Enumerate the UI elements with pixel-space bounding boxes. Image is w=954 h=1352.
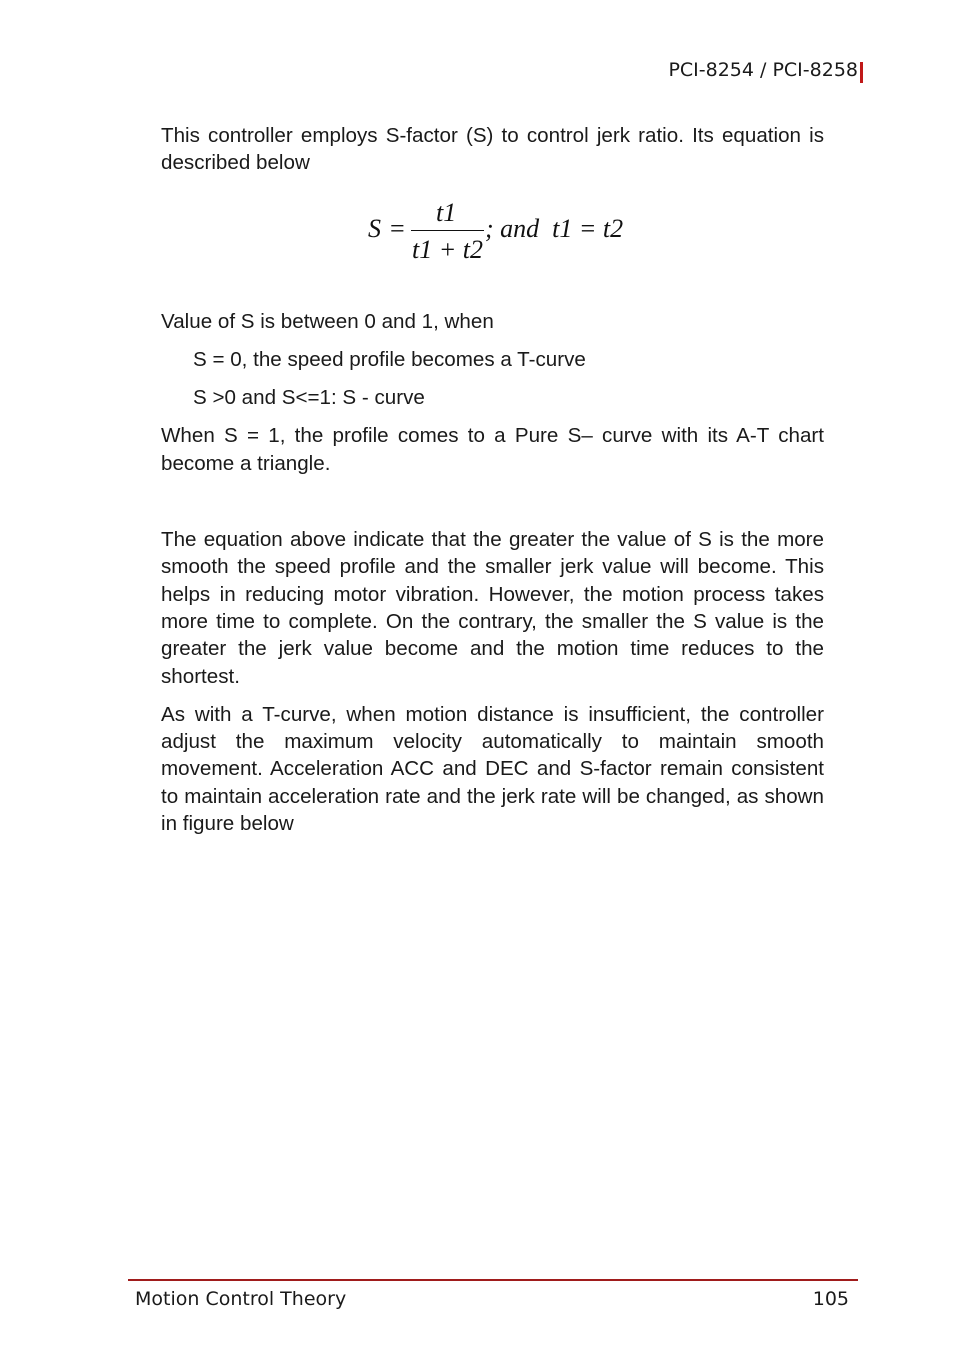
equation-lhs: S (368, 214, 381, 243)
numerator-text: t1 (436, 198, 457, 227)
case-zero: S = 0, the speed profile becomes a T-curve (193, 347, 586, 371)
header-title: PCI-8254 / PCI-8258 (668, 59, 858, 81)
condition-text: ; and t1 = t2 (485, 214, 624, 243)
equation-condition (485, 214, 623, 244)
denominator-text: t1 + t2 (412, 235, 483, 264)
smooth-paragraph: The equation above indicate that the greater the value of S is the more smooth the speed profile and the smaller jerk value will become. This helps in reducing motor vibration. However, the motion process takes more time to complete. On the contrary, the smaller the S value is the greater the jerk value become and the motion time reduces to the shortest. (161, 528, 824, 688)
page-number: 105 (812, 1288, 849, 1310)
tcurve-paragraph: As with a T-curve, when motion distance is insufficient, the controller adjust the maximum velocity automatically to maintain smooth movement. Acceleration ACC and DEC and S-factor remain consistent to maintain acceleration rate and the jerk rate will be changed, as shown in figure below (161, 702, 824, 836)
range-intro: Value of S is between 0 and 1, when (161, 309, 494, 333)
equation-numerator (436, 198, 456, 228)
case-one-paragraph: When S = 1, the profile comes to a Pure S– curve with its A-T chart become a triangle. (161, 424, 824, 475)
equation-denominator (412, 235, 483, 265)
fraction-bar (411, 230, 484, 231)
equation-equals: = (390, 214, 405, 243)
s-factor-equation (368, 198, 628, 270)
header-accent-mark (860, 62, 863, 83)
case-between: S >0 and S<=1: S - curve (193, 386, 425, 410)
footer-section-title: Motion Control Theory (135, 1288, 347, 1310)
intro-paragraph: This controller employs S-factor (S) to control jerk ratio. Its equation is described below (161, 124, 824, 175)
footer-rule (128, 1279, 858, 1281)
